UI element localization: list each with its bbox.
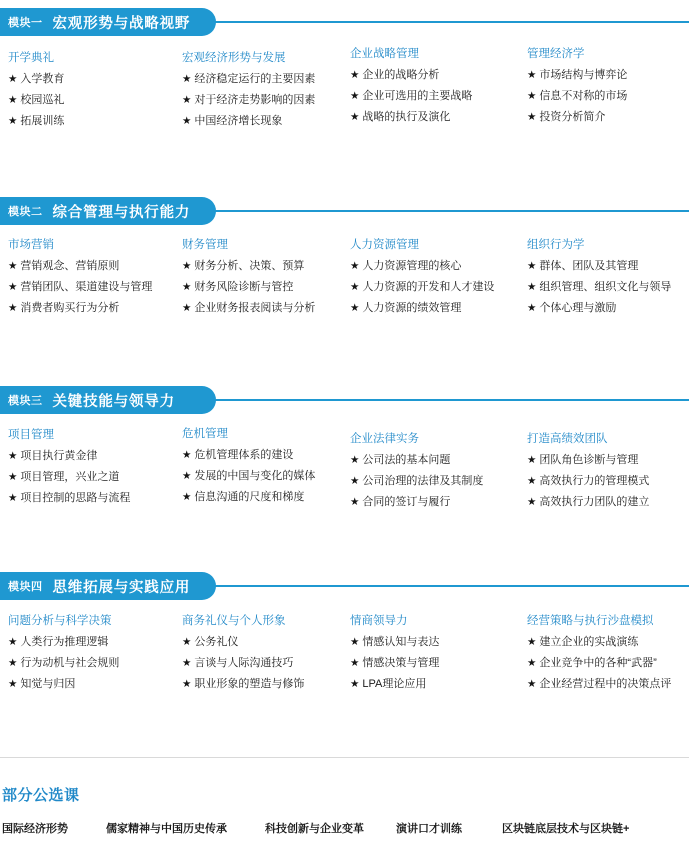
course-item <box>527 89 689 110</box>
module-header <box>0 386 689 414</box>
course-item <box>350 453 520 474</box>
course-item <box>182 635 352 656</box>
course-title: 企业法律实务 <box>350 433 419 445</box>
course-title: 财务管理 <box>182 239 228 251</box>
course-item-text: 财务风险诊断与管控 <box>194 281 294 293</box>
course-item-text: 个体心理与激励 <box>539 302 617 314</box>
course-item-text: 项目控制的思路与流程 <box>20 492 131 504</box>
course-item-text: 职业形象的塑造与修饰 <box>194 678 305 690</box>
course-item <box>8 93 178 114</box>
course-item-text: 战略的执行及演化 <box>362 111 451 123</box>
star-icon: ★ <box>527 475 537 487</box>
course-title: 情商领导力 <box>350 615 408 627</box>
course-column <box>350 237 520 322</box>
course-item-text: 公司治理的法律及其制度 <box>362 475 484 487</box>
course-item-text: 人力资源的开发和人才建设 <box>362 281 495 293</box>
course-title: 宏观经济形势与发展 <box>182 52 286 64</box>
star-icon: ★ <box>350 678 360 690</box>
star-icon: ★ <box>350 281 360 293</box>
module-divider-line <box>200 21 689 23</box>
star-icon: ★ <box>350 302 360 314</box>
course-item <box>350 474 520 495</box>
course-item-text: 项目执行黄金律 <box>20 450 98 462</box>
course-item <box>8 280 178 301</box>
course-item-text: 群体、团队及其管理 <box>539 260 639 272</box>
course-item <box>182 656 352 677</box>
course-item-text: 信息不对称的市场 <box>539 90 628 102</box>
course-item-text: 企业可选用的主要战略 <box>362 90 473 102</box>
course-item-text: 人力资源管理的核心 <box>362 260 462 272</box>
course-item <box>527 301 689 322</box>
course-item <box>182 490 352 511</box>
course-item <box>8 677 178 698</box>
star-icon: ★ <box>350 657 360 669</box>
course-column <box>350 431 520 516</box>
course-item-text: 公司法的基本问题 <box>362 454 451 466</box>
course-item-text: 情感决策与管理 <box>362 657 440 669</box>
module-header <box>0 572 689 600</box>
star-icon: ★ <box>350 111 360 123</box>
star-icon: ★ <box>182 491 192 503</box>
star-icon: ★ <box>8 492 18 504</box>
section-divider <box>0 757 689 758</box>
course-item <box>182 114 352 135</box>
star-icon: ★ <box>8 281 18 293</box>
course-item-text: 知觉与归因 <box>20 678 76 690</box>
star-icon: ★ <box>182 470 192 482</box>
star-icon: ★ <box>527 496 537 508</box>
course-column <box>527 613 689 698</box>
course-item <box>527 677 689 698</box>
module-divider-line <box>200 210 689 212</box>
star-icon: ★ <box>527 657 537 669</box>
course-title: 危机管理 <box>182 428 228 440</box>
course-item-text: 企业财务报表阅读与分析 <box>194 302 316 314</box>
star-icon: ★ <box>182 94 192 106</box>
star-icon: ★ <box>182 678 192 690</box>
course-title: 企业战略管理 <box>350 48 419 60</box>
course-item-text: 信息沟通的尺度和梯度 <box>194 491 305 503</box>
star-icon: ★ <box>350 454 360 466</box>
course-title: 人力资源管理 <box>350 239 419 251</box>
star-icon: ★ <box>8 450 18 462</box>
star-icon: ★ <box>527 111 537 123</box>
course-item <box>8 656 178 677</box>
course-item <box>8 635 178 656</box>
course-title: 问题分析与科学决策 <box>8 615 112 627</box>
course-column <box>350 613 520 698</box>
course-item-text: 言谈与人际沟通技巧 <box>194 657 294 669</box>
course-item-text: 高效执行力团队的建立 <box>539 496 650 508</box>
star-icon: ★ <box>350 636 360 648</box>
course-item-text: 营销观念、营销原则 <box>20 260 120 272</box>
course-item <box>527 110 689 131</box>
course-item <box>350 495 520 516</box>
course-item-text: 组织管理、组织文化与领导 <box>539 281 672 293</box>
star-icon: ★ <box>182 657 192 669</box>
course-item-text: 企业竞争中的各种“武器” <box>539 657 657 669</box>
elective-item: 演讲口才训练 <box>396 823 462 835</box>
course-item-text: 企业的战略分析 <box>362 69 440 81</box>
course-item <box>8 114 178 135</box>
module-header <box>0 8 689 36</box>
module-tag: 模块一 <box>8 17 43 29</box>
course-item <box>527 68 689 89</box>
star-icon: ★ <box>527 281 537 293</box>
module-title: 思维拓展与实践应用 <box>52 579 191 596</box>
course-item-text: 危机管理体系的建设 <box>194 449 294 461</box>
course-item-text: 项目管理，兴业之道 <box>20 471 120 483</box>
star-icon: ★ <box>350 260 360 272</box>
module-tag: 模块三 <box>8 395 43 407</box>
star-icon: ★ <box>527 636 537 648</box>
star-icon: ★ <box>182 302 192 314</box>
module-divider-line <box>200 585 689 587</box>
course-item-text: 团队角色诊断与管理 <box>539 454 639 466</box>
course-column <box>527 431 689 516</box>
course-item-text: 行为动机与社会规则 <box>20 657 120 669</box>
course-item-text: 人类行为推理逻辑 <box>20 636 109 648</box>
course-column <box>182 237 352 322</box>
module-banner <box>0 8 216 36</box>
course-column <box>182 50 352 135</box>
course-column <box>8 237 178 322</box>
star-icon: ★ <box>182 73 192 85</box>
module-banner <box>0 197 216 225</box>
course-item-text: 情感认知与表达 <box>362 636 440 648</box>
course-item <box>527 635 689 656</box>
star-icon: ★ <box>527 260 537 272</box>
course-item-text: 发展的中国与变化的媒体 <box>194 470 316 482</box>
course-item <box>8 470 178 491</box>
course-title: 市场营销 <box>8 239 54 251</box>
electives-heading: 部分公选课 <box>2 787 80 804</box>
star-icon: ★ <box>8 115 18 127</box>
course-item <box>527 453 689 474</box>
course-item-text: 建立企业的实战演练 <box>539 636 639 648</box>
course-item <box>350 301 520 322</box>
star-icon: ★ <box>8 657 18 669</box>
course-item-text: 合同的签订与履行 <box>362 496 451 508</box>
module-banner <box>0 572 216 600</box>
elective-item: 国际经济形势 <box>2 823 68 835</box>
course-item <box>182 72 352 93</box>
course-item-text: 公务礼仪 <box>194 636 239 648</box>
star-icon: ★ <box>182 281 192 293</box>
course-column <box>8 50 178 135</box>
module-title: 综合管理与执行能力 <box>52 204 191 221</box>
course-item <box>8 491 178 512</box>
star-icon: ★ <box>527 302 537 314</box>
course-item <box>8 449 178 470</box>
course-item <box>182 93 352 114</box>
course-item-text: 市场结构与博弈论 <box>539 69 628 81</box>
module-divider-line <box>200 399 689 401</box>
course-item <box>350 635 520 656</box>
star-icon: ★ <box>182 449 192 461</box>
course-title: 管理经济学 <box>527 48 585 60</box>
course-column <box>350 46 520 131</box>
course-title: 项目管理 <box>8 429 54 441</box>
star-icon: ★ <box>350 90 360 102</box>
course-item-text: 拓展训练 <box>20 115 65 127</box>
course-item <box>350 259 520 280</box>
course-item-text: 消费者购买行为分析 <box>20 302 120 314</box>
module-tag: 模块四 <box>8 581 43 593</box>
course-item-text: 投资分析简介 <box>539 111 606 123</box>
course-item <box>527 495 689 516</box>
module-tag: 模块二 <box>8 206 43 218</box>
elective-item: 区块链底层技术与区块链+ <box>502 823 630 835</box>
course-column <box>8 613 178 698</box>
course-column <box>182 426 352 511</box>
course-item-text: LPA理论应用 <box>362 678 427 690</box>
course-item <box>350 110 520 131</box>
course-item <box>8 72 178 93</box>
module-title: 关键技能与领导力 <box>52 393 175 410</box>
course-item <box>350 89 520 110</box>
elective-item: 儒家精神与中国历史传承 <box>106 823 227 835</box>
module-title: 宏观形势与战略视野 <box>52 15 191 32</box>
star-icon: ★ <box>350 496 360 508</box>
course-item <box>182 448 352 469</box>
course-item <box>527 259 689 280</box>
star-icon: ★ <box>527 678 537 690</box>
course-item <box>182 677 352 698</box>
course-column <box>8 427 178 512</box>
star-icon: ★ <box>8 94 18 106</box>
course-item <box>182 259 352 280</box>
course-item-text: 营销团队、渠道建设与管理 <box>20 281 153 293</box>
star-icon: ★ <box>527 454 537 466</box>
course-item-text: 经济稳定运行的主要因素 <box>194 73 316 85</box>
elective-item: 科技创新与企业变革 <box>265 823 364 835</box>
course-title: 经营策略与执行沙盘模拟 <box>527 615 654 627</box>
course-item-text: 企业经营过程中的决策点评 <box>539 678 672 690</box>
star-icon: ★ <box>8 260 18 272</box>
star-icon: ★ <box>350 475 360 487</box>
star-icon: ★ <box>527 90 537 102</box>
course-item <box>350 677 520 698</box>
star-icon: ★ <box>8 302 18 314</box>
star-icon: ★ <box>527 69 537 81</box>
course-item <box>350 68 520 89</box>
course-column <box>527 237 689 322</box>
course-item <box>350 280 520 301</box>
course-item-text: 入学教育 <box>20 73 65 85</box>
course-item <box>182 469 352 490</box>
course-item <box>182 301 352 322</box>
star-icon: ★ <box>8 678 18 690</box>
star-icon: ★ <box>8 471 18 483</box>
module-header <box>0 197 689 225</box>
course-item <box>8 259 178 280</box>
course-item-text: 人力资源的绩效管理 <box>362 302 462 314</box>
course-item <box>182 280 352 301</box>
star-icon: ★ <box>182 115 192 127</box>
course-item-text: 对于经济走势影响的因素 <box>194 94 316 106</box>
course-item <box>527 656 689 677</box>
course-item-text: 校园巡礼 <box>20 94 65 106</box>
module-banner <box>0 386 216 414</box>
star-icon: ★ <box>182 260 192 272</box>
course-column <box>182 613 352 698</box>
star-icon: ★ <box>182 636 192 648</box>
star-icon: ★ <box>350 69 360 81</box>
course-title: 组织行为学 <box>527 239 585 251</box>
course-item <box>527 280 689 301</box>
course-item-text: 财务分析、决策、预算 <box>194 260 305 272</box>
course-column <box>527 46 689 131</box>
course-item <box>527 474 689 495</box>
course-item-text: 高效执行力的管理模式 <box>539 475 650 487</box>
course-title: 打造高绩效团队 <box>527 433 608 445</box>
course-title: 开学典礼 <box>8 52 54 64</box>
course-item <box>350 656 520 677</box>
star-icon: ★ <box>8 636 18 648</box>
star-icon: ★ <box>8 73 18 85</box>
course-item <box>8 301 178 322</box>
course-item-text: 中国经济增长现象 <box>194 115 283 127</box>
course-title: 商务礼仪与个人形象 <box>182 615 286 627</box>
electives-list <box>0 820 689 838</box>
